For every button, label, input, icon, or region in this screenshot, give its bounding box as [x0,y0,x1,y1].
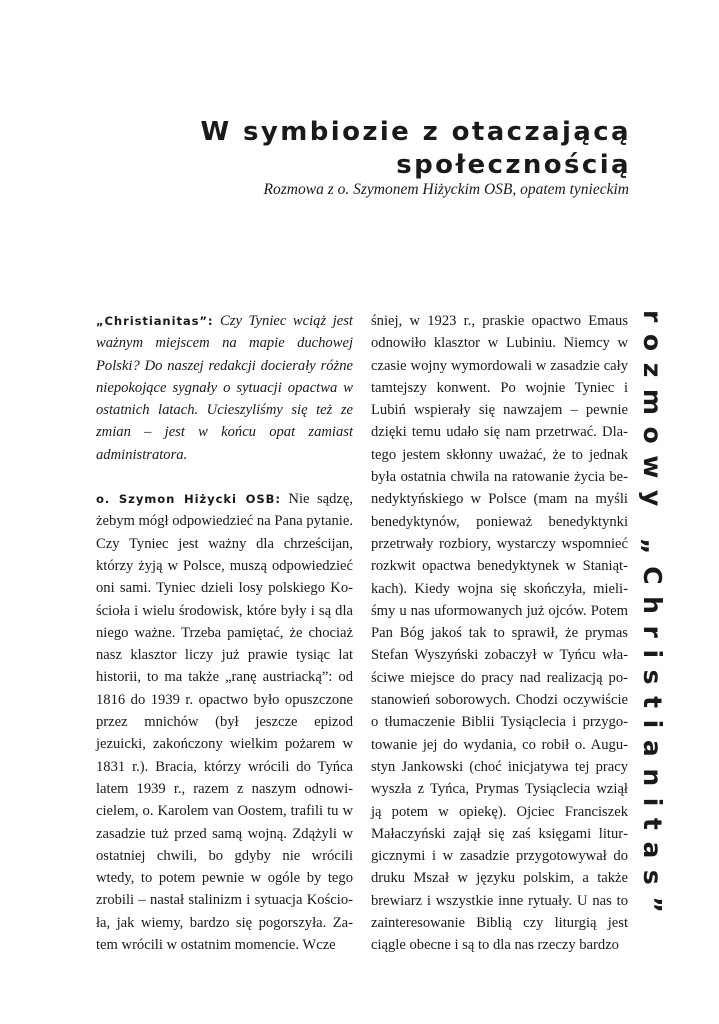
text-column-right [371,310,628,957]
section-label-vertical: rozmowy „Christianitas” [638,310,667,925]
answer-text-left: Nie sądzę, żebym mógł odpowiedzieć na Pana pytanie. Czy Tyniec jest ważny dla chrześcijan, którzy żyją w Polsce, muszą odpowiedzieć oni sami. Tyniec dzieli losy polskiego Kościoła i wielu środowisk, które były i są dla niego ważne. Trzeba pamiętać, że chociaż nasz klasztor liczy już prawie tysiąc lat historii, to ma także „ranę austriacką”: od 1816 do 1939 r. opactwo było opuszczone przez mnichów (był jeszcze epizod jezuicki, zakończony wielkim pożarem w 1831 r.). Bracia, którzy wrócili do Tyńca latem 1939 r., razem z naszym odnowicielem, o. Karolem van Oostem, trafili tu w zasadzie tuż przed samą wojną. Zdążyli w ostatniej chwili, bo gdyby nie wrócili wtedy, to potem pewnie w ogóle by tego zrobili – nastał stalinizm i sytuacja Kościoła, jak wiemy, bardzo się pogorszyła. Zatem wrócili w ostatnim momencie. Wcze [96,491,354,954]
question-text: Czy Tyniec wciąż jest ważnym miejscem na mapie duchowej Polski? Do naszej redakcji docierały różne niepokojące sygnały o sytuacji opactwa w ostatnich latach. Ucieszyliśmy się też ze zmian – jest w końcu opat zamiast administratora. [96,313,353,463]
question-paragraph [96,310,353,466]
answer-text-right: śniej, w 1923 r., praskie opactwo Emaus odnowiło klasztor w Lubiniu. Niemcy w czasie wojny wymordowali w zasadzie cały tamtejszy konwent. Po wojnie Tyniec i Lubiń wspierały się nawzajem – pewnie dzięki temu udało się nam przetrwać. Dlatego jestem skłonny uważać, że to jednak była ostatnia chwila na ratowanie życia benedyktyńskiego w Polsce (mam na myśli benedyktynów, ponieważ benedyktynki przetrwały rozbiory, wystarczy wspomnieć rozkwit opactwa benedyktynek w Staniątkach). Kiedy wojna się skończyła, mieliśmy u nas uformowanych już ojców. Potem Pan Bóg jakoś tak to sprawił, że prymas Stefan Wyszyński zobaczył w Tyńcu właściwe miejsce do pracy nad realizacją postanowień soborowych. Chodzi oczywiście o tłumaczenie Biblii Tysiąclecia i przygotowanie jej do wydania, co robił o. Augustyn Jankowski (choć inicjatywa tej pracy wyszła z Tyńca, Prymas Tysiąclecia wziął ją potem w opiekę). Ojciec Franciszek Małaczyński zajął się zaś księgami liturgicznymi i w zasadzie przygotowywał do druku Mszał w języku polskim, a także brewiarz i wszystkie inne rytuały. U nas to zainteresowanie Biblią czy liturgią jest ciągle obecne i są to dla nas rzeczy bardzo [371,313,628,954]
text-column-left [96,310,353,956]
answer-speaker: o. Szymon Hiżycki OSB: [96,492,281,507]
article-title: W symbiozie z otaczającą społecznością [200,117,631,180]
article-subtitle: Rozmowa z o. Szymonem Hiżyckim OSB, opatem tynieckim [263,181,629,198]
answer-paragraph [96,488,353,956]
question-speaker: „Christianitas”: [96,314,214,328]
paragraph-gap [96,466,353,488]
